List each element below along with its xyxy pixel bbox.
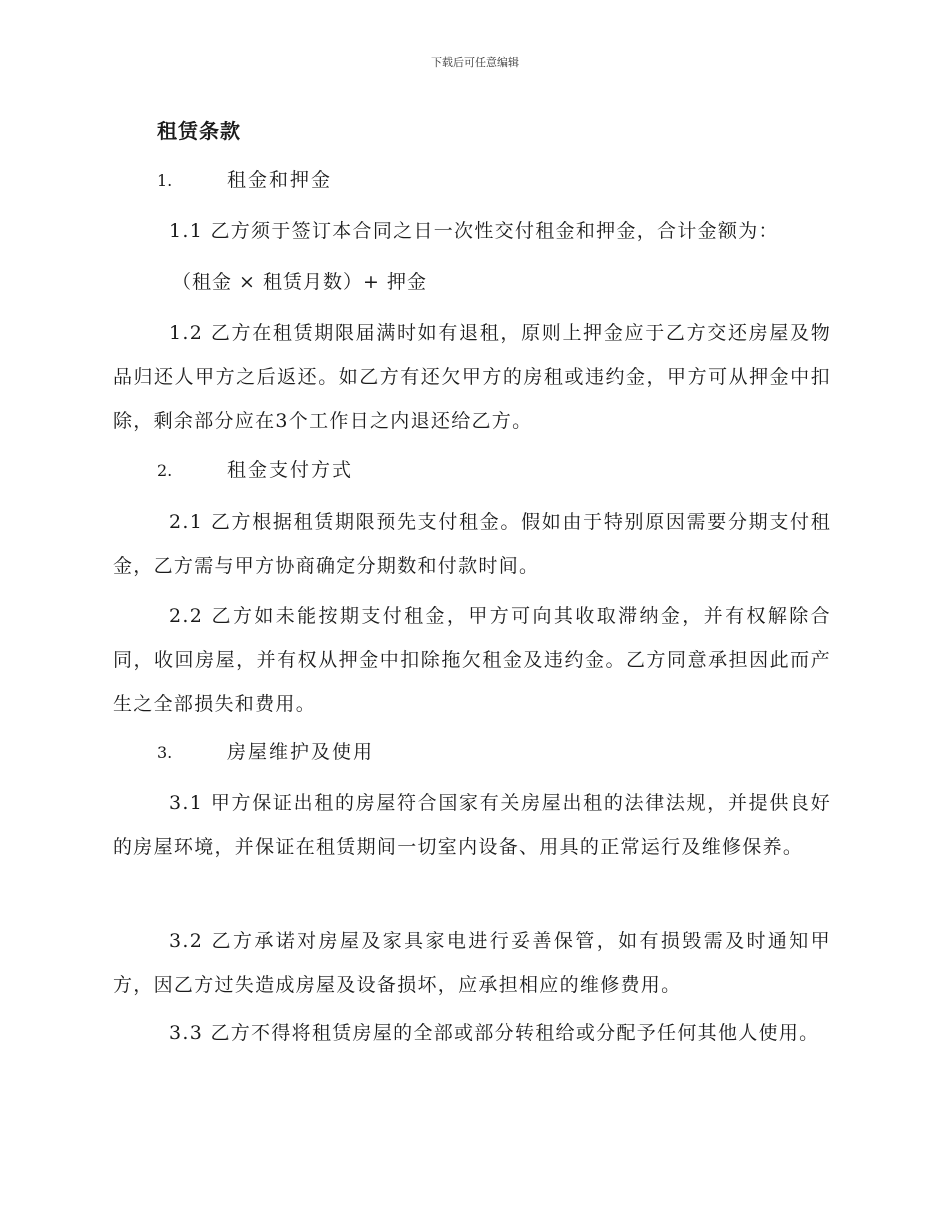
- section-title: 租金和押金: [227, 169, 333, 191]
- document-title: 租赁条款: [157, 119, 241, 143]
- clause-1-2: 1.2 乙方在租赁期限届满时如有退租，原则上押金应于乙方交还房屋及物品归还人甲方之后返还。如乙方有还欠甲方的房租或违约金，甲方可从押金中扣除，剩余部分应在3个工作日之内退还给乙方。: [113, 322, 831, 432]
- section-heading-3: [157, 738, 374, 766]
- clause-3-3: 3.3 乙方不得将租赁房屋的全部或部分转租给或分配予任何其他人使用。: [169, 1022, 820, 1044]
- clause-3-1: 3.1 甲方保证出租的房屋符合国家有关房屋出租的法律法规，并提供良好的房屋环境，并保证在租赁期间一切室内设备、用具的正常运行及维修保养。: [113, 792, 831, 858]
- section-title: 租金支付方式: [227, 459, 354, 481]
- header-note: 下载后可任意编辑: [431, 56, 519, 69]
- section-number: 1.: [157, 171, 173, 190]
- section-heading-1: [157, 166, 332, 194]
- section-number: 3.: [157, 743, 173, 762]
- section-heading-2: [157, 456, 353, 484]
- section-number: 2.: [157, 461, 173, 480]
- section-title: 房屋维护及使用: [227, 741, 375, 763]
- clause-3-2: 3.2 乙方承诺对房屋及家具家电进行妥善保管，如有损毁需及时通知甲方，因乙方过失造成房屋及设备损坏，应承担相应的维修费用。: [113, 930, 831, 996]
- rent-formula: （租金 × 租赁月数）+ 押金: [172, 271, 427, 293]
- clause-1-1: 1.1 乙方须于签订本合同之日一次性交付租金和押金，合计金额为：: [169, 220, 779, 242]
- clause-2-1: 2.1 乙方根据租赁期限预先支付租金。假如由于特别原因需要分期支付租金，乙方需与甲方协商确定分期数和付款时间。: [113, 511, 831, 577]
- clause-2-2: 2.2 乙方如未能按期支付租金，甲方可向其收取滞纳金，并有权解除合同，收回房屋，并有权从押金中扣除拖欠租金及违约金。乙方同意承担因此而产生之全部损失和费用。: [113, 605, 831, 715]
